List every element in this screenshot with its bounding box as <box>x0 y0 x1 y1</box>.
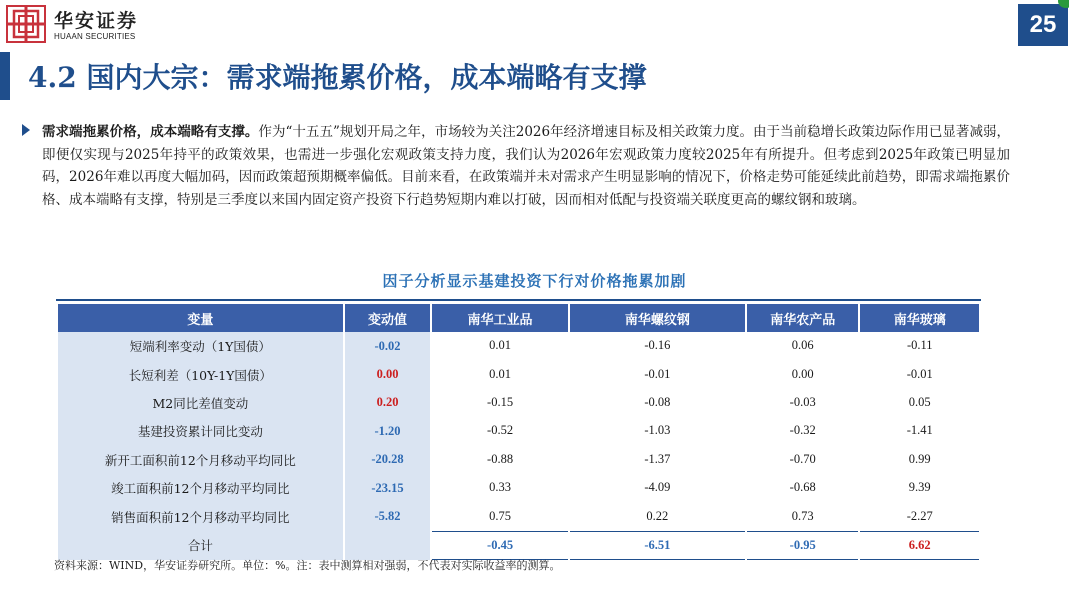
change-value: -1.20 <box>345 417 431 445</box>
total-label: 合计 <box>58 531 343 560</box>
title-accent-bar <box>0 52 10 100</box>
header-industrial: 南华工业品 <box>432 304 567 332</box>
agri-value: 0.00 <box>747 360 859 388</box>
table-row <box>58 502 979 530</box>
glass-value: -1.41 <box>860 417 979 445</box>
industrial-value: 0.75 <box>432 502 567 530</box>
bullet-arrow-icon <box>22 124 30 136</box>
table-header-row <box>58 304 979 332</box>
table-row <box>58 446 979 474</box>
total-agri-value: -0.95 <box>747 531 859 560</box>
logo-emblem-icon <box>6 5 46 43</box>
glass-value: -0.01 <box>860 360 979 388</box>
total-change-value <box>345 531 431 560</box>
rebar-value: 0.22 <box>570 502 745 530</box>
glass-value: 9.39 <box>860 474 979 502</box>
page-number: 25 <box>1018 4 1068 46</box>
body-paragraph <box>42 121 1010 211</box>
row-label: M2同比差值变动 <box>58 389 343 417</box>
total-glass-value: 6.62 <box>860 531 979 560</box>
change-value: -23.15 <box>345 474 431 502</box>
row-label: 新开工面积前12个月移动平均同比 <box>58 446 343 474</box>
brand-name-cn: 华安证券 <box>54 10 139 32</box>
table-row <box>58 332 979 360</box>
table-row <box>58 474 979 502</box>
table-row <box>58 360 979 388</box>
rebar-value: -0.16 <box>570 332 745 360</box>
agri-value: -0.03 <box>747 389 859 417</box>
row-label: 基建投资累计同比变动 <box>58 417 343 445</box>
industrial-value: -0.15 <box>432 389 567 417</box>
company-logo <box>6 5 46 43</box>
factor-table <box>56 304 981 560</box>
rebar-value: -0.01 <box>570 360 745 388</box>
table-top-rule <box>56 299 981 301</box>
header-variable: 变量 <box>58 304 343 332</box>
row-label: 长短利差（10Y-1Y国债） <box>58 360 343 388</box>
change-value: 0.20 <box>345 389 431 417</box>
glass-value: -0.11 <box>860 332 979 360</box>
rebar-value: -0.08 <box>570 389 745 417</box>
agri-value: 0.06 <box>747 332 859 360</box>
table-row <box>58 389 979 417</box>
glass-value: 0.99 <box>860 446 979 474</box>
header-agri: 南华农产品 <box>747 304 859 332</box>
industrial-value: 0.01 <box>432 332 567 360</box>
header-glass: 南华玻璃 <box>860 304 979 332</box>
change-value: -0.02 <box>345 332 431 360</box>
total-rebar-value: -6.51 <box>570 531 745 560</box>
slide-title: 4.2 国内大宗：需求端拖累价格，成本端略有支撑 <box>28 61 647 94</box>
industrial-value: 0.33 <box>432 474 567 502</box>
paragraph-lead: 需求端拖累价格，成本端略有支撑。 <box>42 124 259 140</box>
industrial-value: -0.88 <box>432 446 567 474</box>
table-total-row <box>58 531 979 560</box>
change-value: 0.00 <box>345 360 431 388</box>
header-change: 变动值 <box>345 304 431 332</box>
industrial-value: 0.01 <box>432 360 567 388</box>
glass-value: -2.27 <box>860 502 979 530</box>
table-row <box>58 417 979 445</box>
rebar-value: -1.37 <box>570 446 745 474</box>
row-label: 销售面积前12个月移动平均同比 <box>58 502 343 530</box>
rebar-value: -1.03 <box>570 417 745 445</box>
table-title: 因子分析显示基建投资下行对价格拖累加剧 <box>382 272 687 290</box>
row-label: 短端利率变动（1Y国债） <box>58 332 343 360</box>
change-value: -5.82 <box>345 502 431 530</box>
rebar-value: -4.09 <box>570 474 745 502</box>
industrial-value: -0.52 <box>432 417 567 445</box>
row-label: 竣工面积前12个月移动平均同比 <box>58 474 343 502</box>
source-note: 资料来源：WIND，华安证券研究所。单位：%。注：表中测算相对强弱，不代表对实际收益率的测算。 <box>54 559 561 572</box>
header-rebar: 南华螺纹钢 <box>570 304 745 332</box>
glass-value: 0.05 <box>860 389 979 417</box>
paragraph-body: 作为“十五五”规划开局之年，市场较为关注2026年经济增速目标及相关政策力度。由于当前稳增长政策边际作用已显著减弱，即便仅实现与2025年持平的政策效果，也需进一步强化宏观政策支持力度，我们认为2026年宏观政策力度较2025年有所提升。但考虑到2025年政策已明显加码，2026年难以再度大幅加码，因而政策超预期概率偏低。目前来看，在政策端并未对需求产生明显影响的情况下，价格走势可能延续此前趋势，即需求端拖累价格、成本端略有支撑，特别是三季度以来国内固定资产投资下行趋势短期内难以打破，因而相对低配与投资端关联度更高的螺纹钢和玻璃。 <box>42 124 1010 208</box>
agri-value: -0.32 <box>747 417 859 445</box>
agri-value: -0.70 <box>747 446 859 474</box>
brand-name-en: HUAAN SECURITIES <box>54 32 136 41</box>
change-value: -20.28 <box>345 446 431 474</box>
agri-value: 0.73 <box>747 502 859 530</box>
agri-value: -0.68 <box>747 474 859 502</box>
total-industrial-value: -0.45 <box>432 531 567 560</box>
